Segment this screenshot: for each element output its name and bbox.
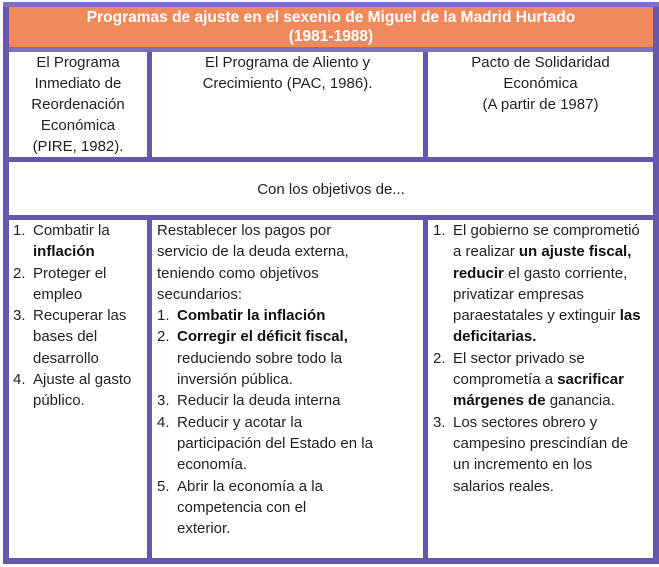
list-item: 1. Combatir la inflación bbox=[13, 222, 110, 261]
header-line: El Programa bbox=[36, 54, 120, 71]
header-line: (A partir de 1987) bbox=[482, 96, 599, 113]
list-item: 4. Reducir y acotar la participación del Estado en la economía. bbox=[157, 413, 373, 474]
title-line-1: Programas de ajuste en el sexenio de Miguel de la Madrid Hurtado bbox=[86, 9, 576, 26]
header-cell-pire bbox=[9, 52, 147, 157]
header-line: Económica bbox=[503, 75, 578, 92]
list-item: 5. Abrir la economía a la competencia con el exterior. bbox=[157, 477, 323, 538]
objectives-row bbox=[9, 162, 653, 215]
header-line: El Programa de Aliento y bbox=[204, 54, 371, 71]
list-item: 4. Ajuste al gasto público. bbox=[13, 371, 132, 410]
list-item: 1. El gobierno se comprometió a realizar un ajuste fiscal, reducir el gasto corriente, privatizar empresas paraestatales y extinguir las deficitarias. bbox=[433, 222, 641, 346]
list-item: 1. Combatir la inflación bbox=[157, 307, 326, 325]
list-item: 3. Los sectores obrero y campesino prescindían de un incremento en los salarios reales. bbox=[433, 413, 629, 495]
header-line: Reordenación bbox=[31, 96, 125, 113]
header-line: Inmediato de bbox=[34, 75, 122, 92]
header-line: Crecimiento (PAC, 1986). bbox=[202, 75, 373, 92]
body-cell-pacto bbox=[428, 220, 653, 558]
list-item: 2. Corregir el déficit fiscal, reduciendo sobre todo la inversión pública. bbox=[157, 328, 348, 389]
objectives-label: Con los objetivos de... bbox=[257, 181, 405, 198]
header-line: Económica bbox=[40, 117, 116, 134]
header-cell-pacto bbox=[428, 52, 653, 157]
list-item: 3. Reducir la deuda interna bbox=[157, 392, 341, 410]
body-cell-pire bbox=[9, 220, 147, 558]
intro-text: Restablecer los pagos por servicio de la deuda externa, teniendo como objetivos secundarios: bbox=[157, 222, 349, 303]
header-line: Pacto de Solidaridad bbox=[471, 54, 610, 71]
body-cell-pac bbox=[152, 220, 423, 558]
header-cell-pac bbox=[152, 52, 423, 157]
table-title bbox=[9, 7, 653, 52]
header-line: (PIRE, 1982). bbox=[32, 138, 124, 155]
title-line-2: (1981-1988) bbox=[288, 28, 374, 45]
list-item: 2. Proteger el empleo bbox=[13, 264, 107, 303]
list-item: 3. Recuperar las bases del desarrollo bbox=[13, 307, 127, 367]
list-item: 2. El sector privado se comprometía a sacrificar márgenes de ganancia. bbox=[433, 349, 624, 410]
